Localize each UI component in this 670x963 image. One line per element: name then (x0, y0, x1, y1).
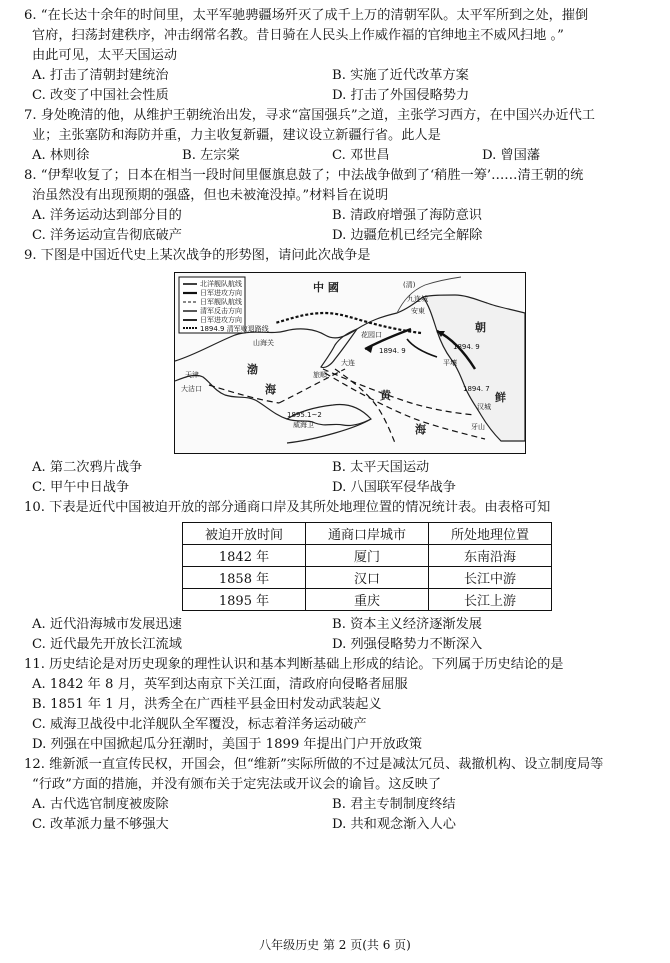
naval-route-3 (335, 369, 395, 443)
page-footer: 八年级历史 第 2 页(共 6 页) (259, 938, 411, 952)
question-9 (24, 246, 652, 498)
table-row (183, 589, 552, 611)
table-cell: 汉口 (306, 567, 429, 589)
label-hancheng: 汉城 (477, 403, 491, 411)
label-dalian: 大连 (341, 359, 355, 367)
table-row (183, 545, 552, 567)
option-d[interactable]: D. 边疆危机已经完全解除 (332, 228, 483, 243)
option-a[interactable]: A. 打击了清朝封建统治 (32, 68, 169, 83)
option-d[interactable]: D. 共和观念渐入人心 (332, 817, 456, 832)
label-huang: 黄 (380, 389, 391, 402)
question-10 (24, 498, 652, 655)
question-12 (24, 755, 652, 835)
option-b[interactable]: B. 实施了近代改革方案 (332, 68, 469, 83)
option-a[interactable]: A. 近代沿海城市发展迅速 (32, 617, 182, 632)
option-d[interactable]: D. 曾国藩 (482, 148, 541, 163)
label-jiuliancheng: 九连城 (407, 295, 428, 303)
option-c[interactable]: C. 洋务运动宣告彻底破产 (32, 228, 182, 243)
table-row (183, 567, 552, 589)
table-cell: 重庆 (306, 589, 429, 611)
option-b[interactable]: B. 君主专制制度终结 (332, 797, 456, 812)
label-weihaiwei: 威海卫 (293, 421, 314, 429)
option-c[interactable]: C. 威海卫战役中北洋舰队全军覆没，标志着洋务运动破产 (32, 717, 367, 732)
options (24, 458, 652, 498)
question-text: 官府，扫荡封建秩序，冲击纲常名教。昔日骑在人民头上作威作福的官绅地主不威风扫地 。” (32, 28, 564, 43)
question-text: 8. “伊犁收复了；日本在相当一段时间里偃旗息鼓了；中法战争做到了‘稍胜一筹’……清王朝的统 (24, 168, 584, 183)
label-pingrang: 平壤 (443, 359, 457, 367)
table-cell: 长江上游 (429, 589, 552, 611)
war-situation-map (174, 272, 526, 454)
legend-item: 日军进攻方向 (200, 289, 242, 297)
question-11 (24, 655, 652, 755)
table-cell: 1842 年 (183, 545, 306, 567)
option-c[interactable]: C. 改革派力量不够强大 (32, 817, 169, 832)
options (24, 615, 652, 655)
label-yashan: 牙山 (471, 423, 485, 431)
map-graphic (175, 273, 525, 453)
legend-item: 清军反击方向 (200, 307, 242, 315)
option-b[interactable]: B. 左宗棠 (182, 148, 240, 163)
label-huayuankou: 花园口 (361, 331, 382, 339)
options (24, 146, 652, 166)
option-a[interactable]: A. 古代选官制度被废除 (32, 797, 169, 812)
table-cell: 长江中游 (429, 567, 552, 589)
question-text: 11. 历史结论是对历史现象的理性认识和基本判断基础上形成的结论。下列属于历史结论的是 (24, 657, 564, 672)
options (24, 66, 652, 106)
question-text: 7. 身处晚清的他，从维护王朝统治出发，寻求“富国强兵”之道，主张学习西方，在中国兴办近代工 (24, 108, 595, 123)
legend-item: 1894.9 清军败退路线 (200, 325, 269, 333)
option-d[interactable]: D. 列强在中国掀起瓜分狂潮时，美国于 1899 年提出门户开放政策 (32, 737, 423, 752)
option-a[interactable]: A. 1842 年 8 月，英军到达南京下关江面，清政府向侵略者屈服 (32, 677, 408, 692)
ports-table (182, 522, 552, 611)
legend-item: 日军舰队航线 (200, 298, 242, 306)
table-cell: 1858 年 (183, 567, 306, 589)
label-xian: 鲜 (495, 391, 506, 404)
label-china: 中 國 (313, 281, 339, 294)
label-bo: 渤 (247, 363, 258, 376)
table-cell: 厦门 (306, 545, 429, 567)
table-cell: 东南沿海 (429, 545, 552, 567)
label-date4: 1894. 7 (463, 385, 490, 393)
table-header: 通商口岸城市 (306, 523, 429, 545)
label-date3: 1895.1~2 (287, 411, 322, 419)
table-header-row (183, 523, 552, 545)
option-b[interactable]: B. 1851 年 1 月，洪秀全在广西桂平县金田村发动武装起义 (32, 697, 382, 712)
question-text: 10. 下表是近代中国被迫开放的部分通商口岸及其所处地理位置的情况统计表。由表格可知 (24, 500, 551, 515)
question-text: 6. “在长达十余年的时间里，太平军驰骋疆场歼灭了成千上万的清朝军队。太平军所到之处，摧倒 (24, 8, 589, 23)
question-text: 业；主张塞防和海防并重，力主收复新疆，建议设立新疆行省。此人是 (32, 128, 441, 143)
option-a[interactable]: A. 洋务运动达到部分目的 (32, 208, 182, 223)
label-hai1: 海 (265, 383, 276, 396)
option-b[interactable]: B. 太平天国运动 (332, 460, 430, 475)
option-c[interactable]: C. 甲午中日战争 (32, 480, 130, 495)
label-date1: 1894. 9 (379, 347, 406, 355)
legend-item: 日军进攻方向 (200, 316, 242, 324)
label-dagukou: 大沽口 (181, 385, 202, 393)
option-d[interactable]: D. 列强侵略势力不断深入 (332, 637, 483, 652)
question-text: “行政”方面的措施，并没有颁布关于定宪法或开议会的谕旨。这反映了 (32, 777, 442, 792)
label-andong: 安東 (411, 307, 425, 315)
label-qing: (清) (403, 281, 416, 289)
label-hai2: 海 (415, 423, 426, 436)
question-8 (24, 166, 652, 246)
table-cell: 1895 年 (183, 589, 306, 611)
qing-counter-arrow (407, 339, 437, 357)
label-date2: 1894. 9 (453, 343, 480, 351)
option-b[interactable]: B. 清政府增强了海防意识 (332, 208, 482, 223)
question-text: 由此可见，太平天国运动 (32, 48, 178, 63)
question-text: 12. 维新派一直宣传民权，开国会，但“维新”实际所做的不过是减汰冗员、裁撤机构、设立制度局等 (24, 757, 604, 772)
option-a[interactable]: A. 第二次鸦片战争 (32, 460, 143, 475)
options (24, 795, 652, 835)
naval-route-1 (323, 369, 475, 415)
legend-item: 北洋舰队航线 (200, 280, 242, 288)
option-c[interactable]: C. 近代最先开放长江流域 (32, 637, 182, 652)
option-b[interactable]: B. 资本主义经济逐渐发展 (332, 617, 482, 632)
option-c[interactable]: C. 邓世昌 (332, 148, 390, 163)
question-text: 9. 下图是中国近代史上某次战争的形势图，请问此次战争是 (24, 248, 371, 263)
naval-route-4 (279, 369, 345, 403)
label-chao: 朝 (475, 321, 486, 334)
option-a[interactable]: A. 林则徐 (32, 148, 90, 163)
label-tianjin: 天津 (185, 371, 199, 379)
options (24, 206, 652, 246)
question-7 (24, 106, 652, 166)
question-text: 治虽然没有出现预期的强盛，但也未被淹没掉。”材料旨在说明 (32, 188, 389, 203)
label-lushun: 旅順 (313, 371, 327, 379)
option-c[interactable]: C. 改变了中国社会性质 (32, 88, 169, 103)
table-header: 被迫开放时间 (183, 523, 306, 545)
table-header: 所处地理位置 (429, 523, 552, 545)
label-shanhaiguan: 山海关 (253, 339, 274, 347)
question-6 (24, 6, 652, 106)
option-d[interactable]: D. 八国联军侵华战争 (332, 480, 456, 495)
option-d[interactable]: D. 打击了外国侵略势力 (332, 88, 470, 103)
route-qing-retreat (275, 313, 421, 333)
